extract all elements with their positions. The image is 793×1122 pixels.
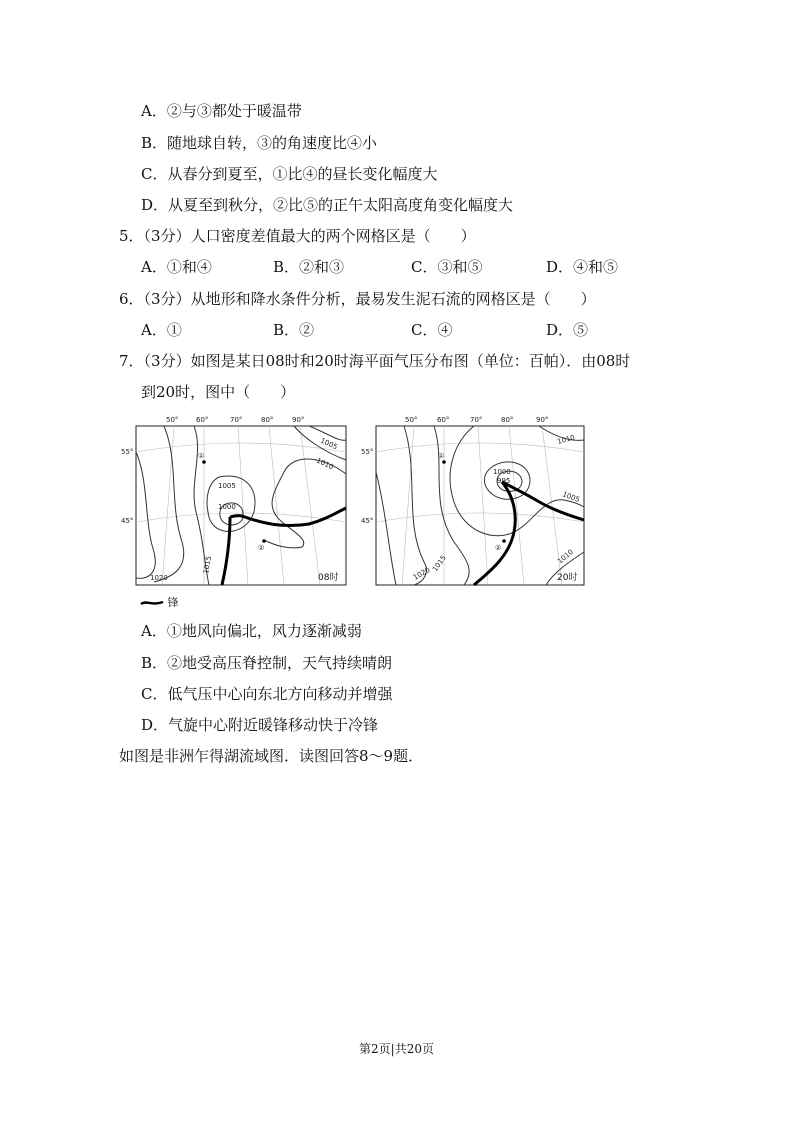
q7-option-b: B．②地受高压脊控制，天气持续晴朗	[141, 654, 393, 672]
map-20	[361, 416, 584, 585]
q6-option-d: D．⑤	[546, 321, 589, 339]
map-08-lon-80: 80°	[261, 416, 274, 424]
q4-option-c: C．从春分到夏至，①比④的昼长变化幅度大	[141, 165, 438, 183]
map-20-lon-90: 90°	[536, 416, 549, 424]
front-legend-symbol	[140, 599, 164, 607]
map-20-isobar-label-1020: 1020	[412, 565, 432, 582]
map-20-lon-70: 70°	[470, 416, 483, 424]
q4-option-d: D．从夏至到秋分，②比⑤的正午太阳高度角变化幅度大	[141, 196, 514, 214]
q6-option-b: B．②	[273, 321, 315, 339]
q7-option-a: A．①地风向偏北，风力逐渐减弱	[141, 622, 362, 640]
front-legend	[140, 596, 179, 610]
map-08-point-2-label: ②	[258, 544, 265, 552]
q6-stem: 6．（3分）从地形和降水条件分析，最易发生泥石流的网格区是（ ）	[119, 290, 596, 308]
q6-option-a: A．①	[141, 321, 182, 339]
map-08-lat-45: 45°	[121, 517, 134, 525]
map-20-lon-60: 60°	[437, 416, 450, 424]
intro-questions-8-9: 如图是非洲乍得湖流域图．读图回答8～9题．	[119, 747, 424, 765]
pressure-maps-figure	[121, 412, 594, 592]
map-08-lon-70: 70°	[230, 416, 243, 424]
page-footer: 第2页|共20页	[359, 1042, 434, 1056]
map-08-isobar-label-1020: 1020	[150, 574, 168, 582]
map-08-lon-60: 60°	[196, 416, 209, 424]
q4-option-b: B．随地球自转，③的角速度比④小	[141, 134, 378, 152]
q5-option-d: D．④和⑤	[546, 258, 619, 276]
map-20-isobar-label-1000: 1000	[493, 468, 511, 476]
map-08-point-1-dot	[202, 460, 206, 464]
q7-option-d: D．气旋中心附近暖锋移动快于冷锋	[141, 716, 379, 734]
q5-stem: 5．（3分）人口密度差值最大的两个网格区是（ ）	[119, 227, 476, 245]
map-20-lon-50: 50°	[405, 416, 418, 424]
map-08-isobar-label-1005a: 1005	[319, 436, 339, 452]
map-08-frame	[136, 426, 346, 585]
q4-option-a: A．②与③都处于暖温带	[141, 102, 302, 120]
q5-option-c: C．③和⑤	[411, 258, 483, 276]
pressure-maps-svg	[121, 412, 594, 592]
front-legend-label: 锋	[167, 596, 179, 609]
map-20-frame	[376, 426, 584, 585]
map-20-lon-80: 80°	[501, 416, 514, 424]
q5-option-b: B．②和③	[273, 258, 345, 276]
q7-stem-line1: 7．（3分）如图是某日08时和20时海平面气压分布图（单位：百帕）．由08时	[119, 352, 631, 370]
q5-option-a: A．①和④	[141, 258, 212, 276]
q7-option-c: C．低气压中心向东北方向移动并增强	[141, 685, 393, 703]
map-20-lat-55: 55°	[361, 448, 374, 456]
q6-option-c: C．④	[411, 321, 453, 339]
map-20-isobar-label-1010a: 1010	[556, 433, 576, 446]
map-08-isobar-label-1010: 1010	[315, 456, 335, 472]
map-20-point-1-dot	[442, 460, 446, 464]
map-08-point-1-label: ①	[198, 452, 205, 460]
map-20-isobar-label-995: 995	[497, 477, 511, 485]
map-08-lat-55: 55°	[121, 448, 134, 456]
map-20-isobar-label-1010b: 1010	[556, 547, 575, 566]
map-08-isobar-label-1015: 1015	[202, 555, 214, 575]
map-08-isobar-label-1005b: 1005	[218, 482, 236, 490]
q7-stem-line2: 到20时，图中（ ）	[141, 383, 296, 401]
map-08-point-2-dot	[262, 539, 266, 543]
map-08-lon-50: 50°	[166, 416, 179, 424]
map-20-isobar-label-1015: 1015	[431, 553, 448, 574]
map-20-point-2-label: ②	[495, 544, 502, 552]
map-20-point-2-dot	[502, 539, 506, 543]
map-20-time-label: 20时	[557, 573, 578, 583]
map-08-time-label: 08时	[318, 573, 339, 583]
map-08-lon-90: 90°	[292, 416, 305, 424]
map-20-lat-45: 45°	[361, 517, 374, 525]
map-08-isobar-label-1000: 1000	[218, 503, 236, 511]
map-20-isobar-label-1005: 1005	[561, 490, 581, 504]
map-08	[121, 416, 346, 585]
map-20-point-1-label: ①	[438, 452, 445, 460]
